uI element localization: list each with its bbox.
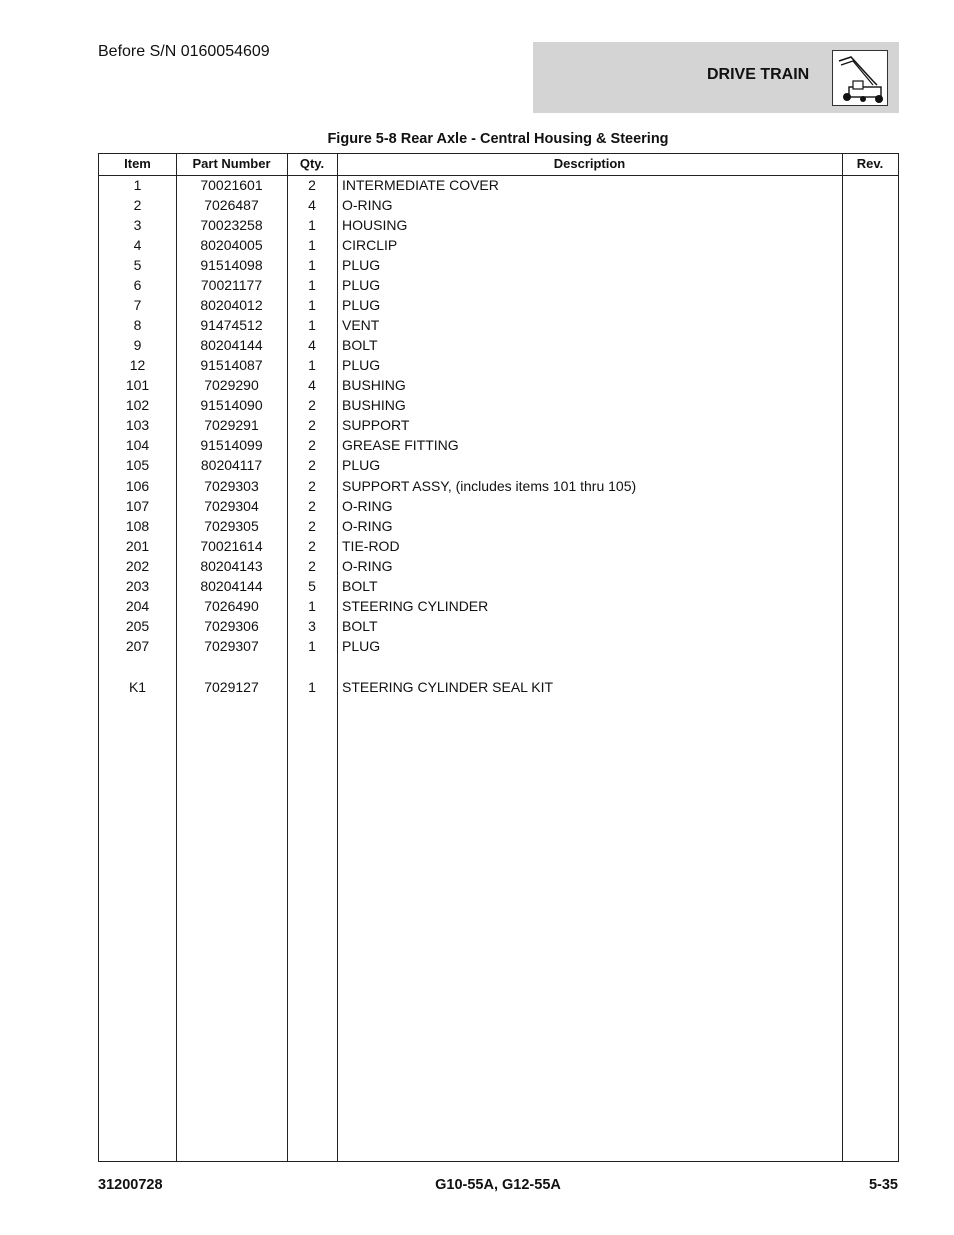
column-header-item: Item: [124, 156, 151, 171]
table-row: [99, 395, 898, 415]
description: SUPPORT: [342, 417, 410, 433]
column-header-qty: Qty.: [299, 156, 325, 171]
quantity: 2: [308, 437, 316, 453]
item-number: 102: [125, 397, 150, 413]
quantity: 4: [308, 377, 316, 393]
doc-number: 31200728: [98, 1177, 163, 1193]
table-row: [99, 576, 898, 596]
description: SUPPORT ASSY, (includes items 101 thru 105): [342, 478, 637, 494]
quantity: 2: [308, 538, 316, 554]
description: PLUG: [342, 357, 381, 373]
part-number: 91514087: [200, 357, 263, 373]
table-row: [99, 415, 898, 435]
part-number: 80204005: [200, 237, 263, 253]
quantity: 4: [308, 197, 316, 213]
part-number: 7029303: [204, 478, 259, 494]
description: O-RING: [342, 558, 393, 574]
section-header: [533, 42, 899, 113]
item-number: 7: [133, 297, 142, 313]
quantity: 2: [308, 558, 316, 574]
table-row: [99, 476, 898, 496]
description: STEERING CYLINDER SEAL KIT: [342, 679, 554, 695]
table-row: [99, 375, 898, 395]
table-row: [99, 175, 898, 195]
column-header-description: Description: [553, 156, 626, 171]
table-row: [99, 295, 898, 315]
quantity: 1: [308, 217, 316, 233]
quantity: 5: [308, 578, 316, 594]
item-number: 108: [125, 518, 150, 534]
description: STEERING CYLINDER: [342, 598, 489, 614]
model-numbers: G10-55A, G12-55A: [435, 1177, 561, 1193]
item-number: 5: [133, 257, 142, 273]
part-number: 70023258: [200, 217, 263, 233]
page-number: 5-35: [868, 1177, 898, 1193]
part-number: 91514090: [200, 397, 263, 413]
table-row: [99, 215, 898, 235]
item-number: 2: [133, 197, 142, 213]
part-number: 7029305: [204, 518, 259, 534]
item-number: 205: [125, 618, 150, 634]
quantity: 2: [308, 518, 316, 534]
quantity: 1: [308, 598, 316, 614]
item-number: 8: [133, 317, 142, 333]
description: VENT: [342, 317, 380, 333]
drive-train-icon: [832, 50, 888, 106]
part-number: 7029306: [204, 618, 259, 634]
part-number: 91514099: [200, 437, 263, 453]
table-row: [99, 315, 898, 335]
description: O-RING: [342, 518, 393, 534]
description: BOLT: [342, 578, 378, 594]
quantity: 2: [308, 177, 316, 193]
quantity: 1: [308, 297, 316, 313]
description: TIE-ROD: [342, 538, 400, 554]
table-row: [99, 556, 898, 576]
item-number: 204: [125, 598, 150, 614]
quantity: 4: [308, 337, 316, 353]
column-header-rev: Rev.: [856, 156, 884, 171]
description: PLUG: [342, 277, 381, 293]
quantity: 2: [308, 417, 316, 433]
part-number: 91514098: [200, 257, 263, 273]
quantity: 1: [308, 277, 316, 293]
part-number: 7029307: [204, 638, 259, 654]
item-number: 202: [125, 558, 150, 574]
table-row: [99, 435, 898, 455]
item-number: 107: [125, 498, 150, 514]
table-row: [99, 496, 898, 516]
description: HOUSING: [342, 217, 408, 233]
description: GREASE FITTING: [342, 437, 459, 453]
quantity: 1: [308, 317, 316, 333]
item-number: 201: [125, 538, 150, 554]
item-number: 104: [125, 437, 150, 453]
quantity: 3: [308, 618, 316, 634]
item-number: 9: [133, 337, 142, 353]
table-row: [99, 616, 898, 636]
item-number: 12: [129, 357, 146, 373]
quantity: 2: [308, 457, 316, 473]
part-number: 80204144: [200, 578, 263, 594]
table-row: [99, 536, 898, 556]
part-number: 80204117: [200, 457, 263, 473]
quantity: 2: [308, 478, 316, 494]
description: O-RING: [342, 197, 393, 213]
table-row: [99, 335, 898, 355]
part-number: 7029304: [204, 498, 259, 514]
item-number: 106: [125, 478, 150, 494]
figure-title: Figure 5-8 Rear Axle - Central Housing & Steering: [327, 131, 669, 147]
item-number: 203: [125, 578, 150, 594]
description: BUSHING: [342, 377, 406, 393]
table-row: [99, 636, 898, 656]
item-number: 103: [125, 417, 150, 433]
part-number: 70021601: [200, 177, 263, 193]
table-row: [99, 355, 898, 375]
table-row: [99, 235, 898, 255]
item-number: 6: [133, 277, 142, 293]
part-number: 80204143: [200, 558, 263, 574]
part-number: 7029127: [204, 679, 259, 695]
description: BOLT: [342, 337, 378, 353]
part-number: 91474512: [200, 317, 263, 333]
quantity: 1: [308, 679, 316, 695]
quantity: 1: [308, 638, 316, 654]
parts-table: [98, 153, 899, 1162]
quantity: 1: [308, 257, 316, 273]
part-number: 70021614: [200, 538, 263, 554]
quantity: 2: [308, 498, 316, 514]
description: BUSHING: [342, 397, 406, 413]
description: PLUG: [342, 638, 381, 654]
section-title: DRIVE TRAIN: [707, 66, 810, 83]
item-number: 101: [125, 377, 150, 393]
description: CIRCLIP: [342, 237, 398, 253]
table-row: [99, 195, 898, 215]
part-number: 7029291: [204, 417, 259, 433]
item-number: 4: [133, 237, 142, 253]
part-number: 7026487: [204, 197, 259, 213]
part-number: 80204012: [200, 297, 263, 313]
item-number: 207: [125, 638, 150, 654]
part-number: 80204144: [200, 337, 263, 353]
description: PLUG: [342, 257, 381, 273]
description: PLUG: [342, 297, 381, 313]
part-number: 7029290: [204, 377, 259, 393]
item-number: K1: [128, 679, 147, 695]
serial-note: Before S/N 0160054609: [98, 43, 270, 60]
item-number: 105: [125, 457, 150, 473]
table-row: [99, 596, 898, 616]
description: PLUG: [342, 457, 381, 473]
description: INTERMEDIATE COVER: [342, 177, 499, 193]
table-row: [99, 677, 898, 697]
table-row: [99, 255, 898, 275]
table-row: [99, 455, 898, 475]
quantity: 1: [308, 237, 316, 253]
column-header-part-number: Part Number: [192, 156, 271, 171]
table-row: [99, 516, 898, 536]
part-number: 7026490: [204, 598, 259, 614]
quantity: 1: [308, 357, 316, 373]
item-number: 3: [133, 217, 142, 233]
table-row: [99, 275, 898, 295]
part-number: 70021177: [200, 277, 263, 293]
quantity: 2: [308, 397, 316, 413]
description: BOLT: [342, 618, 378, 634]
description: O-RING: [342, 498, 393, 514]
item-number: 1: [133, 177, 142, 193]
